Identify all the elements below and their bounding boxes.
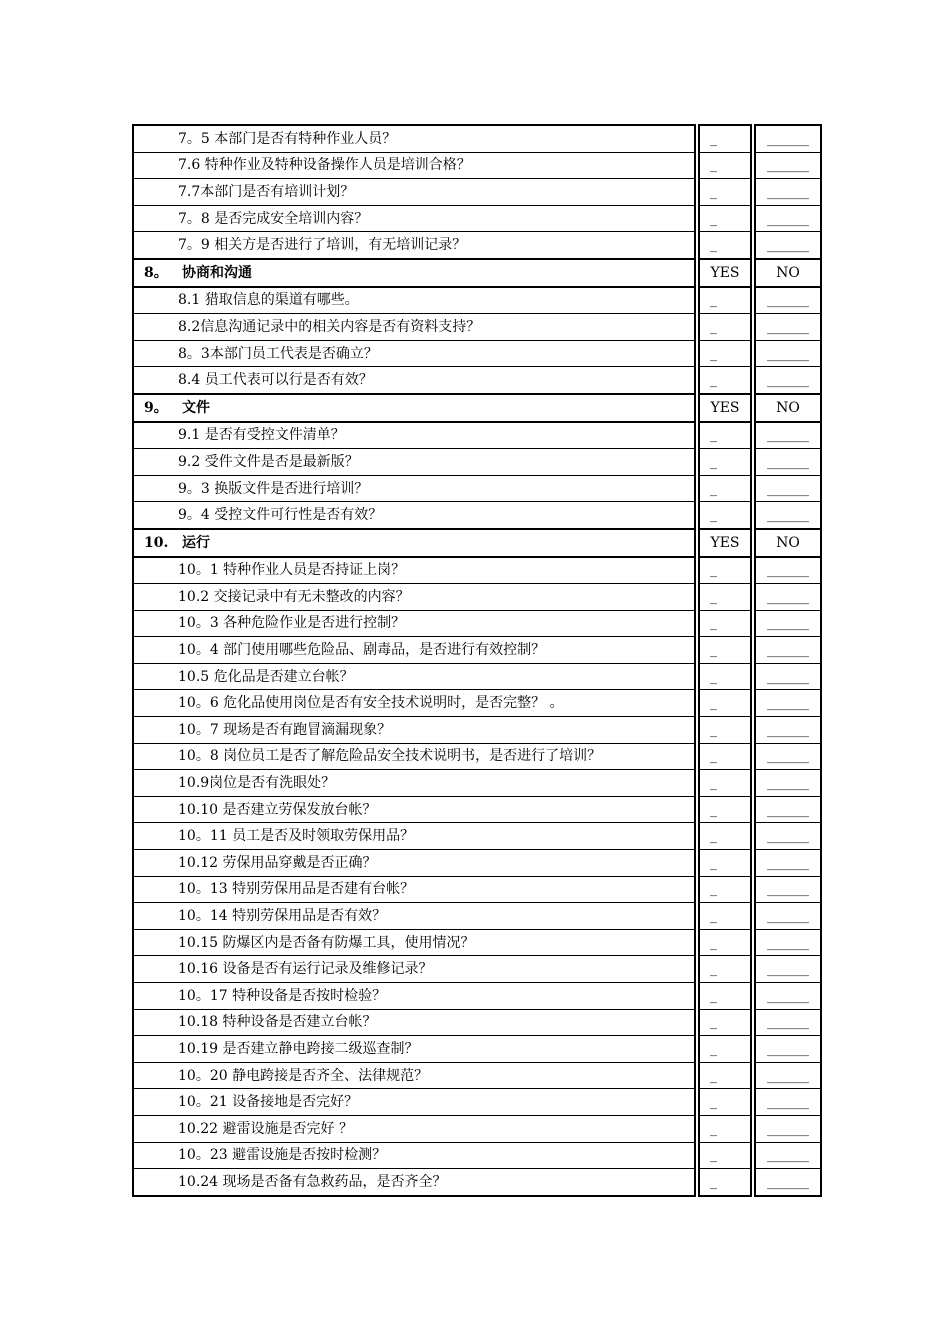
checklist-item-row — [133, 770, 821, 797]
yes-answer-blank[interactable]: _ — [699, 314, 751, 341]
yes-answer-blank[interactable]: _ — [699, 449, 751, 476]
no-answer-blank[interactable]: ______ — [755, 929, 821, 956]
no-answer-blank[interactable]: ______ — [755, 717, 821, 744]
no-answer-blank[interactable]: ______ — [755, 557, 821, 584]
no-answer-blank[interactable]: ______ — [755, 367, 821, 394]
yes-answer-blank[interactable]: _ — [699, 823, 751, 850]
checklist-item-row — [133, 903, 821, 930]
no-answer-blank[interactable]: ______ — [755, 663, 821, 690]
yes-answer-blank[interactable]: _ — [699, 717, 751, 744]
no-answer-blank[interactable]: ______ — [755, 475, 821, 502]
section-title: 运行 — [182, 534, 210, 551]
yes-answer-blank[interactable]: _ — [699, 1009, 751, 1036]
checklist-item-row — [133, 1062, 821, 1089]
yes-answer-blank[interactable]: _ — [699, 422, 751, 449]
no-answer-blank[interactable]: ______ — [755, 1009, 821, 1036]
checklist-item-row — [133, 557, 821, 584]
question-text: 8。3本部门员工代表是否确立？ — [133, 340, 695, 367]
checklist-item-row — [133, 637, 821, 664]
no-column-header: NO — [755, 529, 821, 557]
question-text: 10。1 特种作业人员是否持证上岗？ — [133, 557, 695, 584]
no-answer-blank[interactable]: ______ — [755, 287, 821, 314]
question-text: 10。11 员工是否及时领取劳保用品？ — [133, 823, 695, 850]
checklist-item-row — [133, 956, 821, 983]
no-answer-blank[interactable]: ______ — [755, 610, 821, 637]
checklist-rows — [133, 125, 821, 1196]
checklist-item-row — [133, 340, 821, 367]
section-header-row — [133, 394, 821, 422]
question-text: 10.15 防爆区内是否备有防爆工具，使用情况？ — [133, 929, 695, 956]
yes-answer-blank[interactable]: _ — [699, 743, 751, 770]
question-text: 10.2 交接记录中有无未整改的内容？ — [133, 584, 695, 611]
question-text: 8.4 员工代表可以行是否有效？ — [133, 367, 695, 394]
no-answer-blank[interactable]: ______ — [755, 125, 821, 152]
checklist-item-row — [133, 1036, 821, 1063]
question-text: 10。6 危化品使用岗位是否有安全技术说明时，是否完整？ 。 — [133, 690, 695, 717]
question-text: 9.2 受件文件是否是最新版？ — [133, 449, 695, 476]
yes-answer-blank[interactable]: _ — [699, 663, 751, 690]
section-header-row — [133, 259, 821, 287]
yes-answer-blank[interactable]: _ — [699, 850, 751, 877]
no-answer-blank[interactable]: ______ — [755, 1115, 821, 1142]
checklist-item-row — [133, 449, 821, 476]
checklist-item-row — [133, 796, 821, 823]
yes-answer-blank[interactable]: _ — [699, 340, 751, 367]
question-text: 10.9岗位是否有洗眼处？ — [133, 770, 695, 797]
yes-answer-blank[interactable]: _ — [699, 610, 751, 637]
checklist-item-row — [133, 584, 821, 611]
yes-answer-blank[interactable]: _ — [699, 903, 751, 930]
checklist-item-row — [133, 475, 821, 502]
question-text: 9.1 是否有受控文件清单？ — [133, 422, 695, 449]
question-text: 10。21 设备接地是否完好？ — [133, 1089, 695, 1116]
no-answer-blank[interactable]: ______ — [755, 956, 821, 983]
checklist-item-row — [133, 502, 821, 529]
no-answer-blank[interactable]: ______ — [755, 637, 821, 664]
no-answer-blank[interactable]: ______ — [755, 743, 821, 770]
yes-answer-blank[interactable]: _ — [699, 690, 751, 717]
question-text: 10.19 是否建立静电跨接二级巡查制？ — [133, 1036, 695, 1063]
yes-column-header: YES — [699, 529, 751, 557]
section-title-cell — [133, 259, 695, 287]
question-text: 7。9 相关方是否进行了培训，有无培训记录？ — [133, 232, 695, 259]
checklist-sheet — [132, 124, 820, 1197]
yes-column-header: YES — [699, 259, 751, 287]
question-text: 10.10 是否建立劳保发放台帐？ — [133, 796, 695, 823]
section-number: 8。 — [144, 264, 168, 281]
no-answer-blank[interactable]: ______ — [755, 850, 821, 877]
no-answer-blank[interactable]: ______ — [755, 1089, 821, 1116]
question-text: 8.1 猎取信息的渠道有哪些。 — [133, 287, 695, 314]
no-answer-blank[interactable]: ______ — [755, 1169, 821, 1196]
question-text: 7.6 特种作业及特种设备操作人员是培训合格？ — [133, 152, 695, 179]
no-answer-blank[interactable]: ______ — [755, 796, 821, 823]
checklist-item-row — [133, 690, 821, 717]
question-text: 8.2信息沟通记录中的相关内容是否有资料支持？ — [133, 314, 695, 341]
checklist-item-row — [133, 125, 821, 152]
question-text: 7。5 本部门是否有特种作业人员？ — [133, 125, 695, 152]
question-text: 10。4 部门使用哪些危险品、剧毒品，是否进行有效控制？ — [133, 637, 695, 664]
question-text: 10.5 危化品是否建立台帐？ — [133, 663, 695, 690]
checklist-table — [132, 124, 822, 1197]
no-answer-blank[interactable]: ______ — [755, 690, 821, 717]
question-text: 10。20 静电跨接是否齐全、法律规范？ — [133, 1062, 695, 1089]
section-title: 文件 — [182, 399, 210, 416]
no-answer-blank[interactable]: ______ — [755, 422, 821, 449]
yes-answer-blank[interactable]: _ — [699, 637, 751, 664]
checklist-item-row — [133, 1142, 821, 1169]
no-answer-blank[interactable]: ______ — [755, 1036, 821, 1063]
no-answer-blank[interactable]: ______ — [755, 232, 821, 259]
no-answer-blank[interactable]: ______ — [755, 502, 821, 529]
no-answer-blank[interactable]: ______ — [755, 584, 821, 611]
no-column-header: NO — [755, 259, 821, 287]
checklist-item-row — [133, 876, 821, 903]
checklist-item-row — [133, 152, 821, 179]
section-title-cell — [133, 529, 695, 557]
checklist-item-row — [133, 610, 821, 637]
no-answer-blank[interactable]: ______ — [755, 205, 821, 232]
yes-answer-blank[interactable]: _ — [699, 502, 751, 529]
question-text: 7.7本部门是否有培训计划？ — [133, 179, 695, 206]
question-text: 7。8 是否完成安全培训内容？ — [133, 205, 695, 232]
question-text: 10。8 岗位员工是否了解危险品安全技术说明书，是否进行了培训？ — [133, 743, 695, 770]
yes-answer-blank[interactable]: _ — [699, 205, 751, 232]
checklist-item-row — [133, 1009, 821, 1036]
question-text: 10。13 特别劳保用品是否建有台帐？ — [133, 876, 695, 903]
checklist-item-row — [133, 205, 821, 232]
no-answer-blank[interactable]: ______ — [755, 823, 821, 850]
checklist-item-row — [133, 422, 821, 449]
no-answer-blank[interactable]: ______ — [755, 983, 821, 1010]
yes-answer-blank[interactable]: _ — [699, 557, 751, 584]
checklist-item-row — [133, 823, 821, 850]
yes-answer-blank[interactable]: _ — [699, 1062, 751, 1089]
question-text: 10.12 劳保用品穿戴是否正确？ — [133, 850, 695, 877]
yes-answer-blank[interactable]: _ — [699, 1169, 751, 1196]
checklist-item-row — [133, 1115, 821, 1142]
checklist-item-row — [133, 1169, 821, 1196]
checklist-item-row — [133, 663, 821, 690]
section-number: 10. — [144, 534, 169, 551]
question-text: 10。7 现场是否有跑冒滴漏现象？ — [133, 717, 695, 744]
checklist-item-row — [133, 1089, 821, 1116]
no-answer-blank[interactable]: ______ — [755, 314, 821, 341]
no-answer-blank[interactable]: ______ — [755, 876, 821, 903]
no-answer-blank[interactable]: ______ — [755, 903, 821, 930]
no-answer-blank[interactable]: ______ — [755, 179, 821, 206]
checklist-item-row — [133, 929, 821, 956]
no-answer-blank[interactable]: ______ — [755, 1142, 821, 1169]
yes-answer-blank[interactable]: _ — [699, 929, 751, 956]
yes-answer-blank[interactable]: _ — [699, 770, 751, 797]
yes-answer-blank[interactable]: _ — [699, 956, 751, 983]
yes-answer-blank[interactable]: _ — [699, 287, 751, 314]
question-text: 10.18 特种设备是否建立台帐？ — [133, 1009, 695, 1036]
yes-column-header: YES — [699, 394, 751, 422]
checklist-item-row — [133, 983, 821, 1010]
no-answer-blank[interactable]: ______ — [755, 340, 821, 367]
yes-answer-blank[interactable]: _ — [699, 232, 751, 259]
yes-answer-blank[interactable]: _ — [699, 179, 751, 206]
section-title: 协商和沟通 — [182, 264, 252, 281]
yes-answer-blank[interactable]: _ — [699, 876, 751, 903]
yes-answer-blank[interactable]: _ — [699, 152, 751, 179]
yes-answer-blank[interactable]: _ — [699, 1089, 751, 1116]
no-answer-blank[interactable]: ______ — [755, 770, 821, 797]
question-text: 9。4 受控文件可行性是否有效？ — [133, 502, 695, 529]
question-text: 10.22 避雷设施是否完好 ？ — [133, 1115, 695, 1142]
question-text: 10。23 避雷设施是否按时检测？ — [133, 1142, 695, 1169]
yes-answer-blank[interactable]: _ — [699, 1115, 751, 1142]
checklist-item-row — [133, 367, 821, 394]
question-text: 10.16 设备是否有运行记录及维修记录？ — [133, 956, 695, 983]
section-number: 9。 — [144, 399, 168, 416]
checklist-item-row — [133, 717, 821, 744]
no-column-header: NO — [755, 394, 821, 422]
yes-answer-blank[interactable]: _ — [699, 367, 751, 394]
no-answer-blank[interactable]: ______ — [755, 1062, 821, 1089]
question-text: 10。17 特种设备是否按时检验？ — [133, 983, 695, 1010]
no-answer-blank[interactable]: ______ — [755, 449, 821, 476]
checklist-item-row — [133, 314, 821, 341]
question-text: 10。14 特别劳保用品是否有效？ — [133, 903, 695, 930]
question-text: 10.24 现场是否备有急救药品，是否齐全？ — [133, 1169, 695, 1196]
checklist-item-row — [133, 743, 821, 770]
section-header-row — [133, 529, 821, 557]
checklist-item-row — [133, 232, 821, 259]
yes-answer-blank[interactable]: _ — [699, 983, 751, 1010]
checklist-item-row — [133, 850, 821, 877]
question-text: 10。3 各种危险作业是否进行控制？ — [133, 610, 695, 637]
yes-answer-blank[interactable]: _ — [699, 125, 751, 152]
yes-answer-blank[interactable]: _ — [699, 584, 751, 611]
checklist-item-row — [133, 287, 821, 314]
yes-answer-blank[interactable]: _ — [699, 1036, 751, 1063]
yes-answer-blank[interactable]: _ — [699, 1142, 751, 1169]
question-text: 9。3 换版文件是否进行培训？ — [133, 475, 695, 502]
no-answer-blank[interactable]: ______ — [755, 152, 821, 179]
section-title-cell — [133, 394, 695, 422]
yes-answer-blank[interactable]: _ — [699, 475, 751, 502]
yes-answer-blank[interactable]: _ — [699, 796, 751, 823]
checklist-item-row — [133, 179, 821, 206]
